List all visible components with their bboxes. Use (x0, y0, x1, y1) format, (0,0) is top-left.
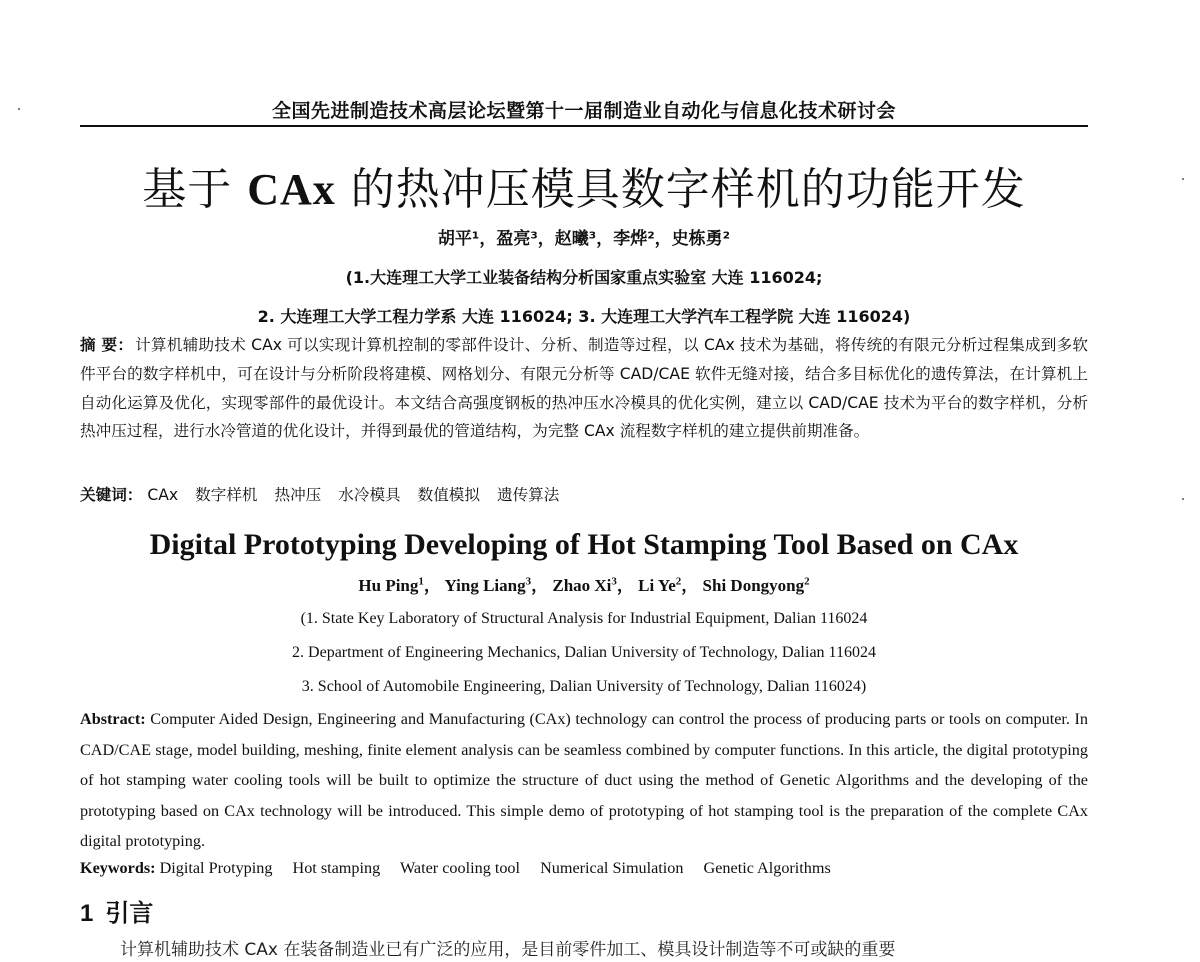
cn-abstract-text: 计算机辅助技术 CAx 可以实现计算机控制的零部件设计、分析、制造等过程，以 CAx 技术为基础，将传统的有限元分析过程集成到多软件平台的数字样机中，可在设计与分析阶段将建模、网格划分、有限元分析等 CAD/CAE 软件无缝对接，结合多目标优化的遗传算法，在计算机上自动化运算及优化，实现零部件的最优设计。本文结合高强度钢板的热冲压水冷模具的优化实例，建立以 CAD/CAE 技术为平台的数字样机，分析热冲压过程，进行水冷管道的优化设计，并得到最优的管道结构，为完整 CAx 流程数字样机的建立提供前期准备。 (80, 336, 1088, 441)
en-authors (80, 568, 1088, 599)
body-text-first-line: 计算机辅助技术 CAx 在装备制造业已有广泛的应用，是目前零件加工、模具设计制造等不可或缺的重要 (120, 940, 896, 960)
section-heading (80, 896, 153, 931)
en-abstract-label: Abstract: (80, 710, 146, 728)
running-header: 全国先进制造技术高层论坛暨第十一届制造业自动化与信息化技术研讨会 (271, 100, 896, 122)
en-keywords (80, 856, 1088, 880)
cn-keyword: 遗传算法 (496, 486, 560, 504)
scan-speck (1182, 178, 1184, 180)
cn-keyword: 水冷模具 (338, 486, 401, 504)
scan-speck (18, 108, 20, 110)
en-author: Hu Ping$^1$， (358, 575, 441, 595)
cn-keyword: 热冲压 (274, 486, 322, 504)
en-affiliation-1: (1. State Key Laboratory of Structural Analysis for Industrial Equipment, Dalian 116024 (300, 610, 868, 627)
header-rule (80, 125, 1088, 127)
en-keywords-label: Keywords: (80, 859, 156, 877)
en-abstract (80, 704, 1088, 857)
cn-affiliation-2: 2. 大连理工大学工程力学系 大连 116024; 3. 大连理工大学汽车工程学院 大连 116024) (257, 307, 911, 326)
en-author: Li Ye$^2$， (638, 575, 699, 595)
scan-speck (1182, 498, 1184, 500)
cn-keywords (80, 483, 1088, 507)
section-title: 引言 (105, 899, 154, 927)
en-abstract-text: Computer Aided Design, Engineering and Manufacturing (CAx) technology can control the process of producing parts or tools on computer. In CAD/CAE stage, model building, meshing, finite element analysis can be seamless combined by computer functions. In this article, the digital prototyping of hot stamping water cooling tools will be built to optimize the structure of duct using the method of Genetic Algorithms and the developing of the prototyping based on CAx technology will be introduced. This simple demo of prototyping of hot stamping tool is the preparation of the complete CAx digital prototyping. (80, 710, 1088, 850)
en-affiliation-2: 2. Department of Engineering Mechanics, Dalian University of Technology, Dalian 116024 (292, 644, 876, 661)
cn-keyword: 数字样机 (195, 486, 258, 504)
cn-keyword: 数值模拟 (417, 486, 480, 504)
cn-keywords-label: 关键词： (80, 486, 143, 504)
en-keyword: Water cooling tool (399, 859, 521, 877)
en-keyword: Genetic Algorithms (703, 859, 831, 877)
en-author: Shi Dongyong$^2$ (702, 575, 810, 595)
cn-abstract (80, 331, 1088, 446)
en-author: Zhao Xi$^3$， (552, 575, 634, 595)
cn-title-prefix: 基于 (142, 164, 248, 215)
en-author: Ying Liang$^3$， (444, 575, 549, 595)
section-number: 1 (80, 900, 94, 927)
cn-abstract-label: 摘 要： (80, 336, 134, 354)
cn-keyword: CAx (147, 486, 179, 504)
cn-authors: 胡平¹，盈亮³，赵曦³，李烨²，史栋勇² (437, 229, 731, 249)
en-keyword: Hot stamping (292, 859, 381, 877)
en-keyword: Digital Protyping (159, 859, 273, 877)
cn-title-latin: CAx (247, 165, 336, 214)
cn-affiliation-1: (1.大连理工大学工业装备结构分析国家重点实验室 大连 116024; (345, 268, 823, 287)
en-keyword: Numerical Simulation (540, 859, 684, 877)
cn-title-suffix: 的热冲压模具数字样机的功能开发 (335, 164, 1026, 215)
en-title: Digital Prototyping Developing of Hot Stamping Tool Based on CAx (149, 528, 1019, 561)
en-affiliation-3: 3. School of Automobile Engineering, Dalian University of Technology, Dalian 116024) (301, 678, 867, 695)
cn-title (80, 160, 1088, 220)
